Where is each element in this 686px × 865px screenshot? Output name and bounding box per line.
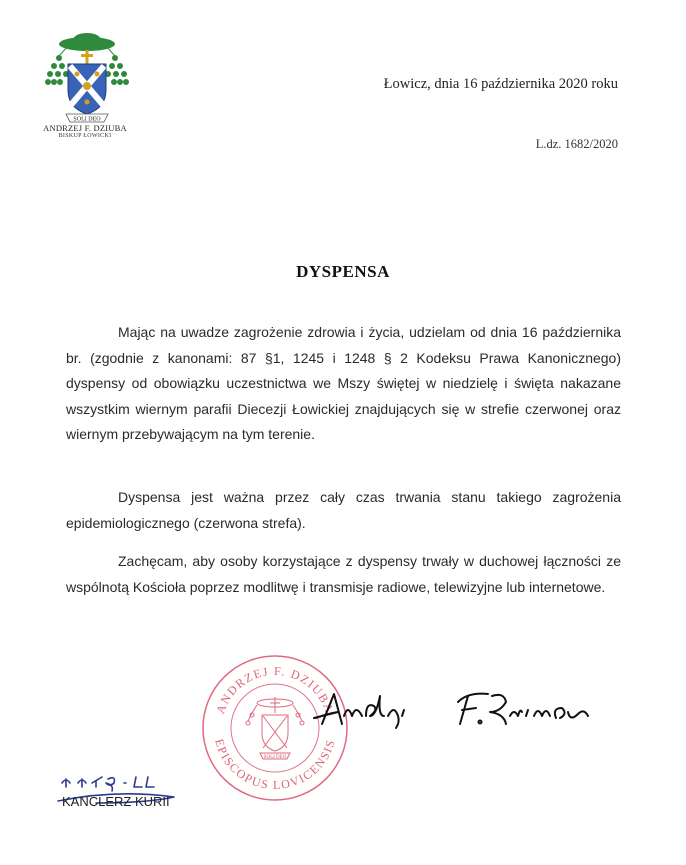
paragraph-2-text: Dyspensa jest ważna przez cały czas trwania stanu takiego zagrożenia epidemiologicznego (czerwona strefa). (66, 489, 621, 531)
paragraph-2 (66, 485, 621, 536)
svg-text:EPISCOPUS LOVICENSIS (212, 737, 338, 792)
seal-inner-motto: SOLI DEO (263, 755, 287, 760)
bishop-signature (308, 682, 608, 742)
paragraph-3-text: Zachęcam, aby osoby korzystające z dyspensy trwały w duchowej łączności ze wspólnotą Kościoła poprzez modlitwę i transmisje radiowe, telewizyjne lub internetowe. (66, 553, 621, 595)
kanclerz-label: KANCLERZ KURII (62, 794, 170, 809)
reference-number: L.dz. 1682/2020 (535, 137, 618, 151)
bishop-name: ANDRZEJ F. DZIUBA (43, 123, 127, 133)
seal-text-bottom: EPISCOPUS LOVICENSIS (212, 737, 338, 793)
paragraph-3 (66, 549, 621, 600)
seal-text-top: ANDRZEJ F. DZIUBA (213, 663, 337, 716)
coat-of-arms-logo (42, 30, 132, 130)
paragraph-1-text: Mając na uwadze zagrożenie zdrowia i życia, udzielam od dnia 16 października br. (zgodnie z kanonami: 87 §1, 1245 i 1248 § 2 Kodeksu Prawa Kanonicznego) dyspensy od obowiązku uczestnictwa we Mszy świętej w niedzielę i święta nakazane wszystkim wiernym parafii Diecezji Łowickiej znajdujących się w strefie czerwonej oraz wiernym przebywającym na tym terenie. (66, 324, 621, 443)
bishop-title: BISKUP ŁOWICKI (58, 133, 112, 139)
document-title: DYSPENSA (296, 262, 390, 281)
paragraph-1 (66, 320, 621, 448)
place-date: Łowicz, dnia 16 października 2020 roku (383, 76, 618, 92)
motto-text: SOLI DEO (73, 116, 101, 123)
